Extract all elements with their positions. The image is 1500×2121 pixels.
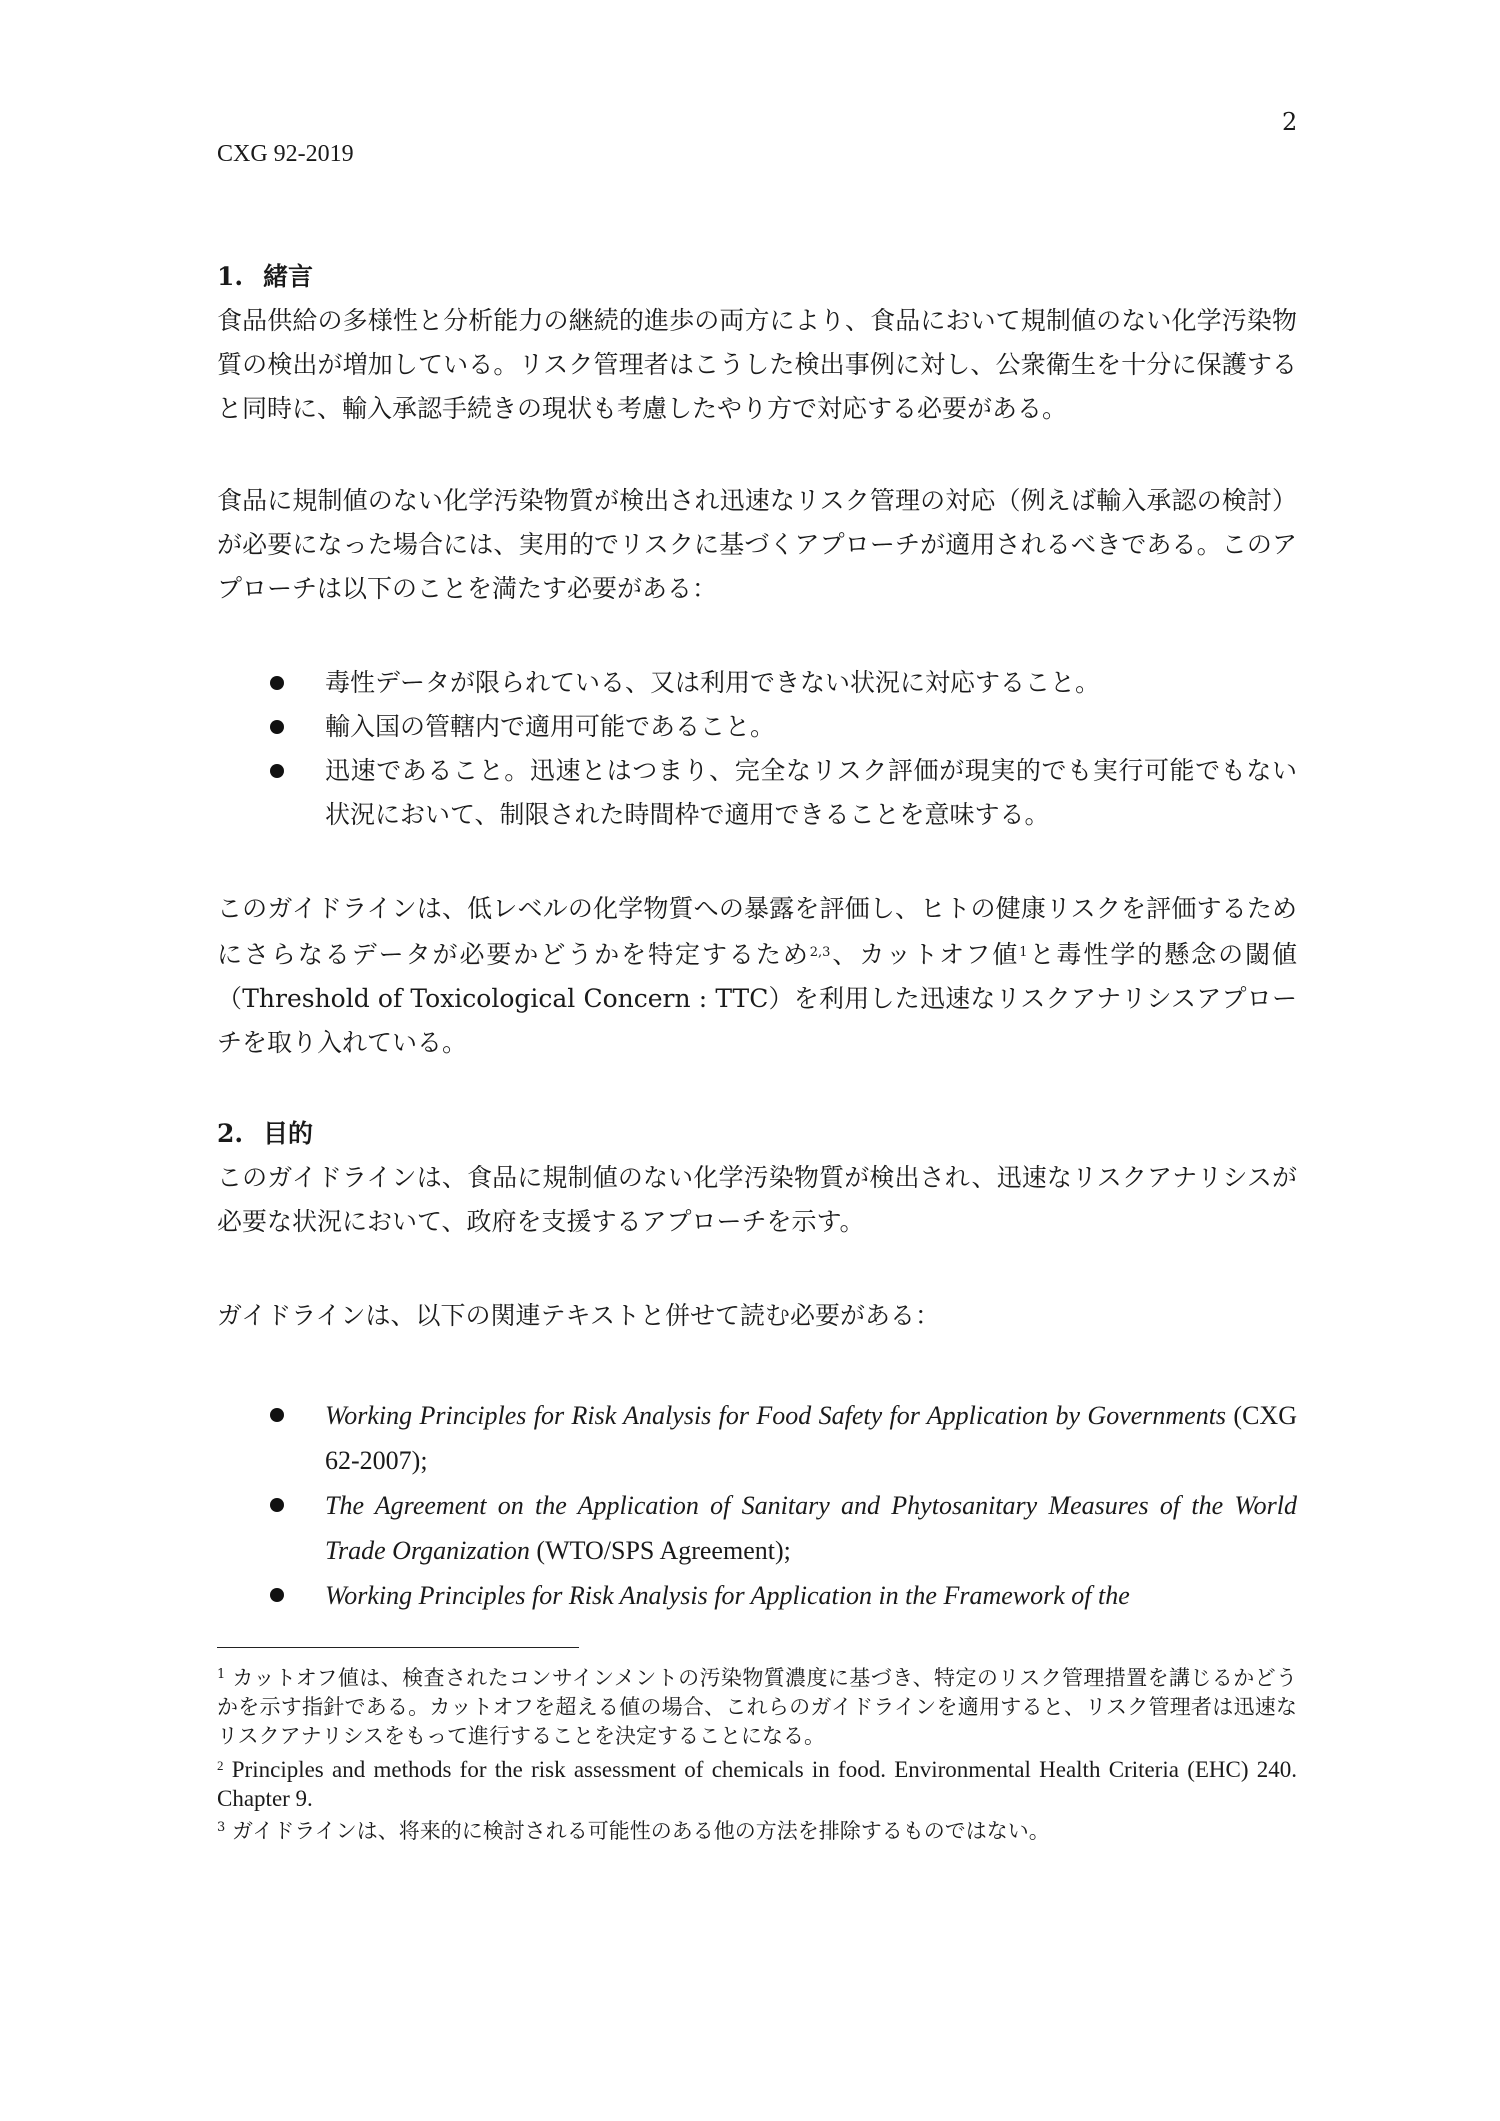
- page-number: 2: [1282, 108, 1298, 136]
- section-1-title: 緒言: [263, 262, 314, 291]
- section-2-number: 2.: [217, 1119, 244, 1148]
- section-1-paragraph-3: このガイドラインは、低レベルの化学物質への暴露を評価し、ヒトの健康リスクを評価するためにさらなるデータが必要かどうかを特定するため$^{2,3}$、カットオフ値$^1$と毒性学的懸念の閾値（Threshold of Toxicological Concern : TTC）を利用した迅速なリスクアナリシスアプローチを取り入れている。: [217, 894, 1297, 1057]
- section-2-title: 目的: [263, 1119, 314, 1148]
- bullet-icon: [270, 764, 284, 778]
- bullet-icon: [270, 720, 284, 734]
- section-2-paragraph-1: このガイドラインは、食品に規制値のない化学汚染物質が検出され、迅速なリスクアナリシスが必要な状況において、政府を支援するアプローチを示す。: [217, 1163, 1297, 1236]
- footnote-3: $^3$ ガイドラインは、将来的に検討される可能性のある他の方法を排除するものではない。: [217, 1819, 1050, 1843]
- footnote-ref-2-3[interactable]: 2,3: [809, 945, 831, 960]
- list-item: 輸入国の管轄内で適用可能であること。: [270, 705, 1297, 749]
- footnotes: [217, 1660, 1297, 1846]
- footnote-separator: [217, 1647, 579, 1648]
- footnote-1: $^1$ カットオフ値は、検査されたコンサインメントの汚染物質濃度に基づき、特定のリスク管理措置を講じるかどうかを示す指針である。カットオフを超える値の場合、これらのガイドラインを適用すると、リスク管理者は迅速なリスクアナリシスをもって進行することを決定することになる。: [217, 1666, 1297, 1748]
- footnote-ref-1[interactable]: 1: [1019, 945, 1028, 960]
- related-texts-list: [270, 1393, 1297, 1618]
- section-2-heading: [217, 1112, 1297, 1156]
- list-item: Working Principles for Risk Analysis for Application in the Framework of the: [270, 1573, 1297, 1618]
- section-1-bullet-list: [270, 661, 1297, 837]
- section-1-paragraph-2: 食品に規制値のない化学汚染物質が検出され迅速なリスク管理の対応（例えば輸入承認の検討）が必要になった場合には、実用的でリスクに基づくアプローチが適用されるべきである。このアプローチは以下のことを満たす必要がある：: [217, 486, 1297, 603]
- section-1-heading: [217, 255, 1297, 299]
- bullet-icon: [270, 1408, 284, 1422]
- section-2-paragraph-2: ガイドラインは、以下の関連テキストと併せて読む必要がある：: [217, 1301, 941, 1330]
- document-code: CXG 92-2019: [217, 141, 354, 167]
- list-item: Working Principles for Risk Analysis for Food Safety for Application by Governments (CXG 62-2007);: [270, 1393, 1297, 1483]
- bullet-icon: [270, 1588, 284, 1602]
- list-item: 迅速であること。迅速とはつまり、完全なリスク評価が現実的でも実行可能でもない状況において、制限された時間枠で適用できることを意味する。: [270, 749, 1297, 837]
- footnote-2: $^2$ Principles and methods for the risk assessment of chemicals in food. Environmental Health Criteria (EHC) 240. Chapter 9.: [217, 1757, 1298, 1811]
- bullet-icon: [270, 676, 284, 690]
- section-1-paragraph-1: 食品供給の多様性と分析能力の継続的進歩の両方により、食品において規制値のない化学汚染物質の検出が増加している。リスク管理者はこうした検出事例に対し、公衆衛生を十分に保護すると同時に、輸入承認手続きの現状も考慮したやり方で対応する必要がある。: [217, 306, 1297, 423]
- list-item: 毒性データが限られている、又は利用できない状況に対応すること。: [270, 661, 1297, 705]
- bullet-icon: [270, 1498, 284, 1512]
- list-item: The Agreement on the Application of Sanitary and Phytosanitary Measures of the World Trade Organization (WTO/SPS Agreement);: [270, 1483, 1297, 1573]
- section-1-number: 1.: [217, 262, 244, 291]
